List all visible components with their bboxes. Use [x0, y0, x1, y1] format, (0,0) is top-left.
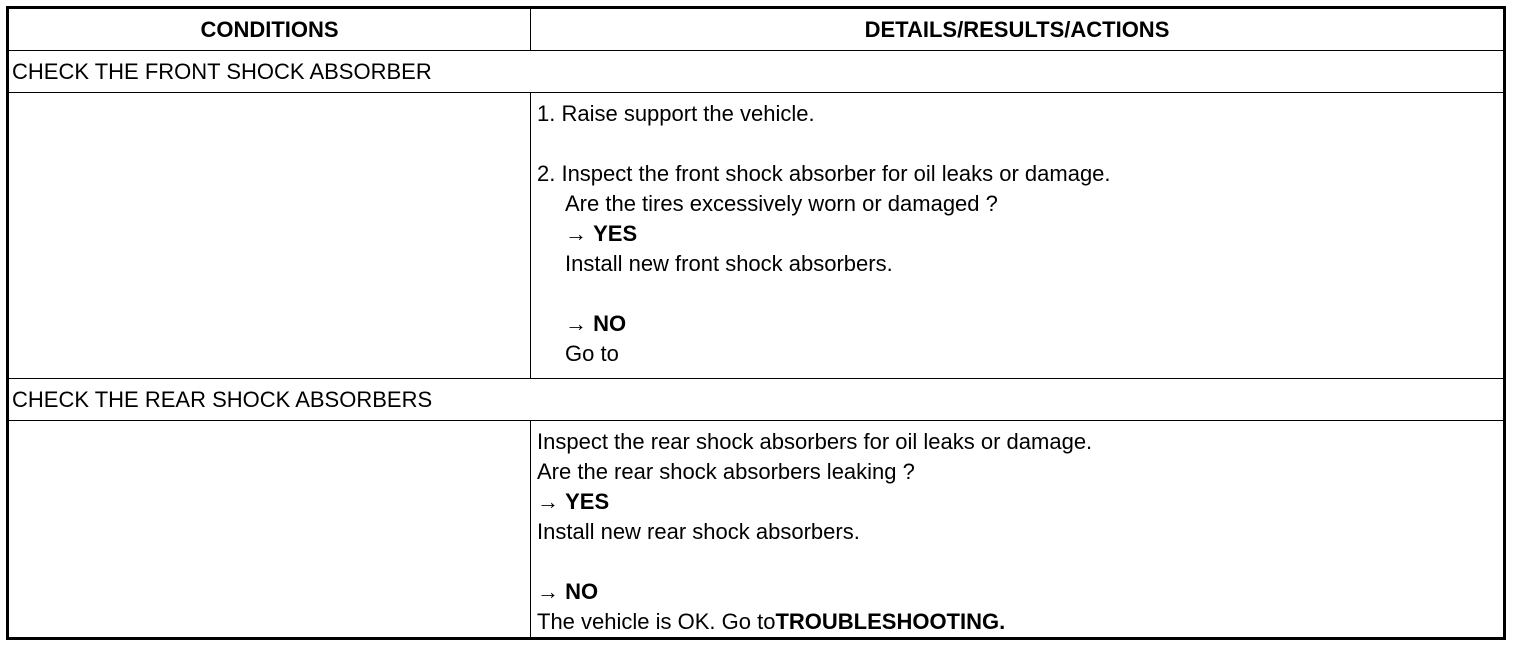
arrow-icon: → [565, 311, 587, 336]
yes-result [537, 219, 1503, 249]
question: Are the rear shock absorbers leaking ? [537, 459, 915, 484]
no-action [537, 607, 1503, 637]
step-1: Inspect the rear shock absorbers for oil leaks or damage. [537, 429, 1093, 454]
conditions-cell-front [9, 93, 531, 378]
section-body-front [9, 93, 1503, 379]
no-result [537, 577, 1503, 607]
question: Are the tires excessively worn or damaged ? [565, 191, 998, 216]
arrow-icon: → [537, 489, 559, 514]
yes-result [537, 487, 1503, 517]
troubleshooting-link[interactable]: TROUBLESHOOTING. [775, 609, 1006, 634]
arrow-icon: → [537, 579, 559, 604]
conditions-cell-rear [9, 421, 531, 637]
yes-label: YES [593, 221, 638, 246]
details-cell-rear [531, 421, 1503, 637]
yes-label: YES [565, 489, 610, 514]
no-action-text: The vehicle is OK. Go to [537, 609, 776, 634]
table-header [9, 9, 1503, 51]
header-conditions: CONDITIONS [9, 9, 531, 51]
step-1: 1. Raise support the vehicle. [537, 101, 815, 126]
section-body-rear [9, 421, 1503, 637]
diagnostic-table [6, 6, 1506, 640]
no-result [537, 309, 1503, 339]
no-action: Go to [565, 341, 619, 366]
section-title-front: CHECK THE FRONT SHOCK ABSORBER [9, 51, 1503, 93]
details-cell-front [531, 93, 1503, 378]
yes-action: Install new front shock absorbers. [565, 251, 893, 276]
yes-action: Install new rear shock absorbers. [537, 519, 860, 544]
section-title-rear: CHECK THE REAR SHOCK ABSORBERS [9, 379, 1503, 421]
no-label: NO [593, 311, 627, 336]
step-2: 2. Inspect the front shock absorber for oil leaks or damage. [537, 161, 1111, 186]
arrow-icon: → [565, 221, 587, 246]
header-details: DETAILS/RESULTS/ACTIONS [864, 17, 1170, 42]
no-label: NO [565, 579, 599, 604]
